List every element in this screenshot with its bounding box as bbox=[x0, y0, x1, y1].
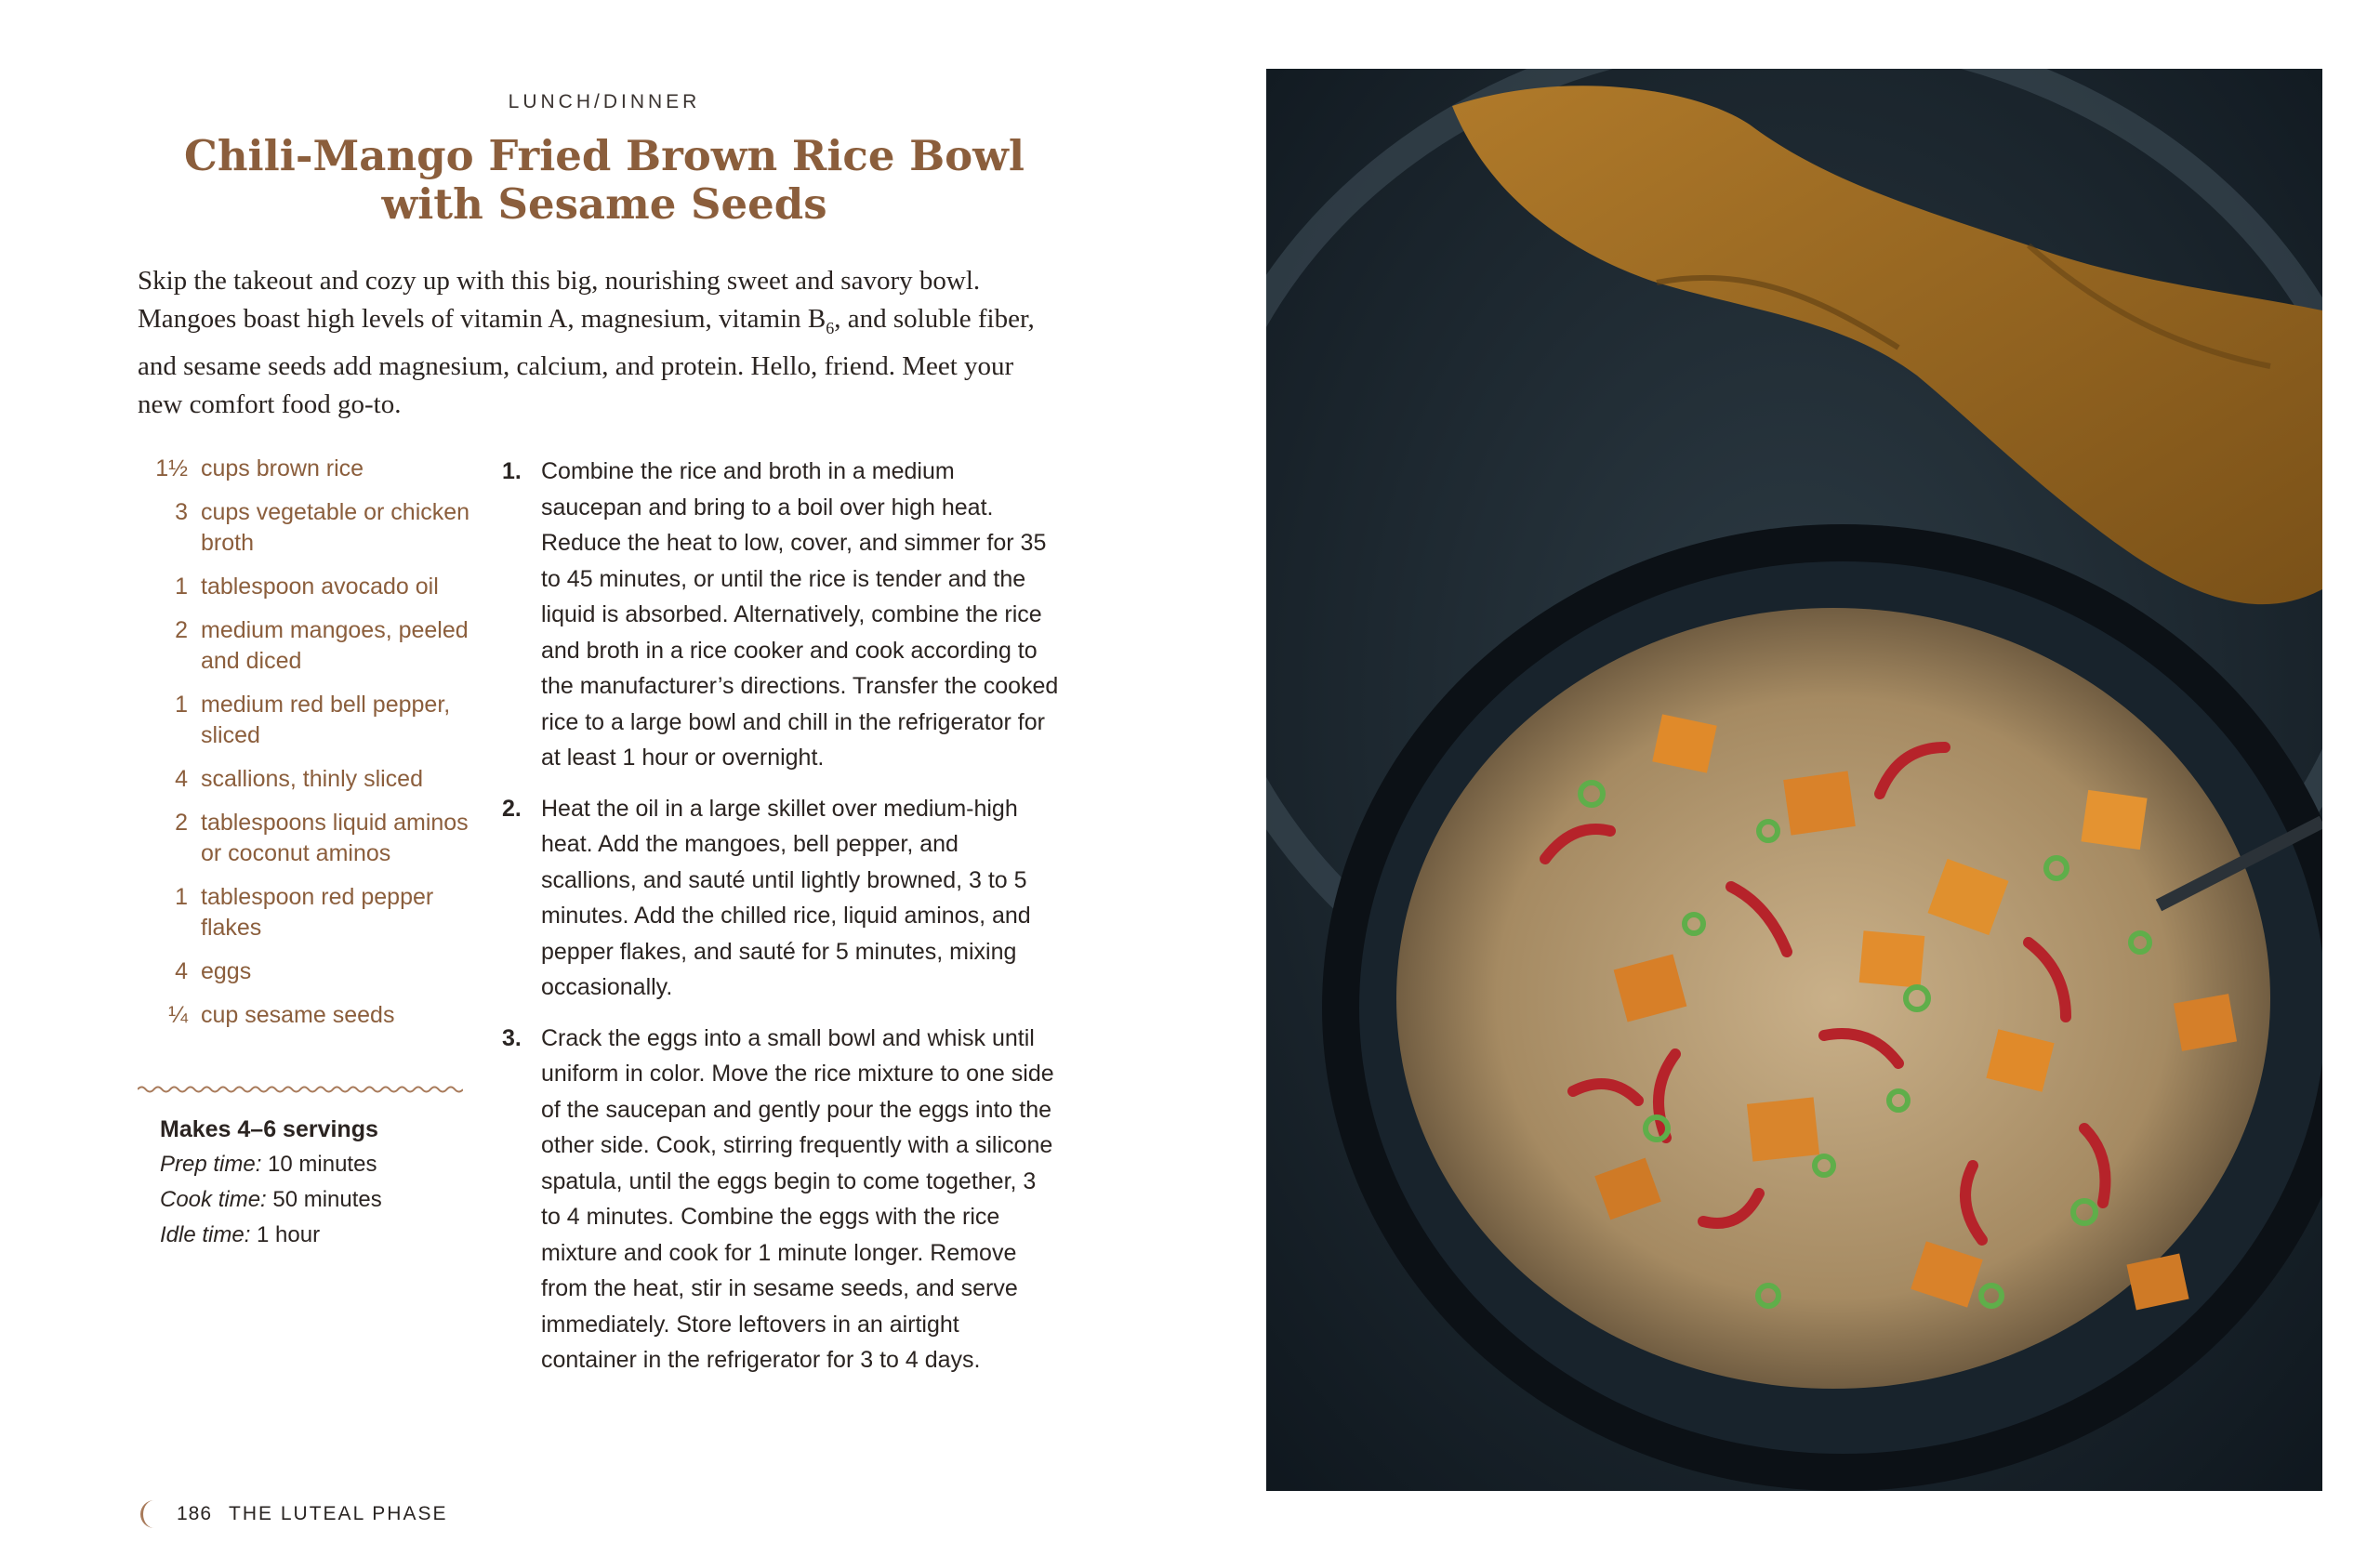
step-text: Heat the oil in a large skillet over medium-high heat. Add the mangoes, bell pepper, and scallions, and sauté until lightly browned, 3 to 5 minutes. Add the chilled rice, liquid aminos, and pepper flakes, and sauté for 5 minutes, mixing occasionally. bbox=[541, 795, 1031, 1000]
idle-time-value: 1 hour bbox=[250, 1222, 321, 1247]
ingredient-quantity: 1½ bbox=[155, 455, 188, 481]
ingredient-quantity: 4 bbox=[175, 766, 188, 792]
instruction-step bbox=[502, 1021, 1060, 1378]
prep-time-label: Prep time: bbox=[160, 1152, 262, 1177]
idle-time bbox=[160, 1218, 467, 1253]
ingredient-quantity: 4 bbox=[175, 958, 188, 984]
cook-time-label: Cook time: bbox=[160, 1187, 267, 1212]
prep-time bbox=[160, 1147, 467, 1182]
cook-time-value: 50 minutes bbox=[266, 1187, 382, 1212]
recipe-title bbox=[139, 132, 1069, 229]
recipe-title-line-1: Chili-Mango Fried Brown Rice Bowl bbox=[184, 131, 1025, 180]
page-footer bbox=[139, 1498, 448, 1530]
ingredient-name: cup sesame seeds bbox=[201, 1002, 395, 1028]
ingredient-name: medium red bell pepper, sliced bbox=[201, 692, 451, 748]
section-label: LUNCH/DINNER bbox=[508, 91, 701, 112]
ingredient-name: cups vegetable or chicken broth bbox=[201, 499, 470, 556]
ingredient-item bbox=[139, 882, 474, 943]
step-text: Crack the eggs into a small bowl and whisk until uniform in color. Move the rice mixture to one side of the saucepan and gently pour the eggs into the other side. Cook, stirring frequently with a silicone spatula, until the eggs begin to come together, 3 to 4 minutes. Combine the eggs with the rice mixture and cook for 1 minute longer. Remove from the heat, stir in sesame seeds, and serve immediately. Store leftovers in an airtight container in the refrigerator for 3 to 4 days. bbox=[541, 1024, 1054, 1373]
ingredient-item bbox=[139, 808, 474, 869]
ingredient-item bbox=[139, 764, 474, 795]
ingredient-quantity: 2 bbox=[175, 810, 188, 836]
intro-subscript: 6 bbox=[826, 318, 835, 337]
step-number: 2. bbox=[502, 795, 522, 822]
ingredient-item bbox=[139, 572, 474, 602]
ingredient-name: eggs bbox=[201, 958, 252, 984]
ingredient-quantity: 2 bbox=[175, 617, 188, 643]
step-text: Combine the rice and broth in a medium saucepan and bring to a boil over high heat. Reduce the heat to low, cover, and simmer for 35 to 45 minutes, or until the rice is tender and the liquid is absorbed. Alternatively, combine the rice and broth in a rice cooker and cook according to the manufacturer’s directions. Transfer the cooked rice to a large bowl and chill in the refrigerator for at least 1 hour or overnight. bbox=[541, 458, 1059, 771]
ingredient-quantity: 1 bbox=[175, 692, 188, 718]
prep-time-value: 10 minutes bbox=[261, 1152, 377, 1177]
ingredient-item bbox=[139, 1000, 474, 1031]
servings-info bbox=[160, 1112, 467, 1253]
intro-paragraph bbox=[138, 262, 1053, 424]
ingredient-name: cups brown rice bbox=[201, 455, 364, 481]
ingredient-name: tablespoon red pepper flakes bbox=[201, 884, 434, 941]
intro-text-part-1: Skip the takeout and cozy up with this big, nourishing sweet and savory bowl. Mangoes boast high levels of vitamin A, magnesium, vitamin B bbox=[138, 266, 981, 334]
instruction-steps bbox=[502, 454, 1060, 1393]
ingredient-quantity: 1 bbox=[175, 574, 188, 600]
step-number: 3. bbox=[502, 1024, 522, 1051]
ingredient-name: medium mangoes, peeled and diced bbox=[201, 617, 469, 674]
crescent-moon-icon bbox=[139, 1498, 160, 1530]
ingredient-item bbox=[139, 956, 474, 987]
ingredient-name: tablespoons liquid aminos or coconut aminos bbox=[201, 810, 469, 866]
recipe-photo bbox=[1266, 69, 2322, 1491]
ingredient-list bbox=[139, 454, 474, 1044]
intro-text-part-2: , and soluble fiber, and sesame seeds add magnesium, calcium, and protein. Hello, friend. Meet your new comfort food go-to. bbox=[138, 304, 1035, 419]
idle-time-label: Idle time: bbox=[160, 1222, 251, 1247]
step-number: 1. bbox=[502, 458, 522, 484]
fried-rice-skillet-illustration bbox=[1266, 69, 2322, 1491]
ingredient-quantity: 1 bbox=[175, 884, 188, 910]
ingredient-quantity: 3 bbox=[175, 499, 188, 525]
ingredient-quantity: ¼ bbox=[168, 1002, 188, 1028]
page-number: 186 bbox=[177, 1503, 213, 1524]
ingredient-item bbox=[139, 497, 474, 559]
cook-time bbox=[160, 1182, 467, 1218]
ingredient-name: tablespoon avocado oil bbox=[201, 574, 439, 600]
ingredient-name: scallions, thinly sliced bbox=[201, 766, 423, 792]
wavy-divider bbox=[138, 1084, 463, 1095]
ingredient-item bbox=[139, 454, 474, 484]
ingredient-item bbox=[139, 690, 474, 751]
recipe-title-line-2: with Sesame Seeds bbox=[381, 179, 827, 229]
ingredient-item bbox=[139, 615, 474, 677]
servings-yield: Makes 4–6 servings bbox=[160, 1116, 378, 1142]
instruction-step bbox=[502, 791, 1060, 1006]
footer-section-name: THE LUTEAL PHASE bbox=[229, 1503, 448, 1524]
instruction-step bbox=[502, 454, 1060, 776]
